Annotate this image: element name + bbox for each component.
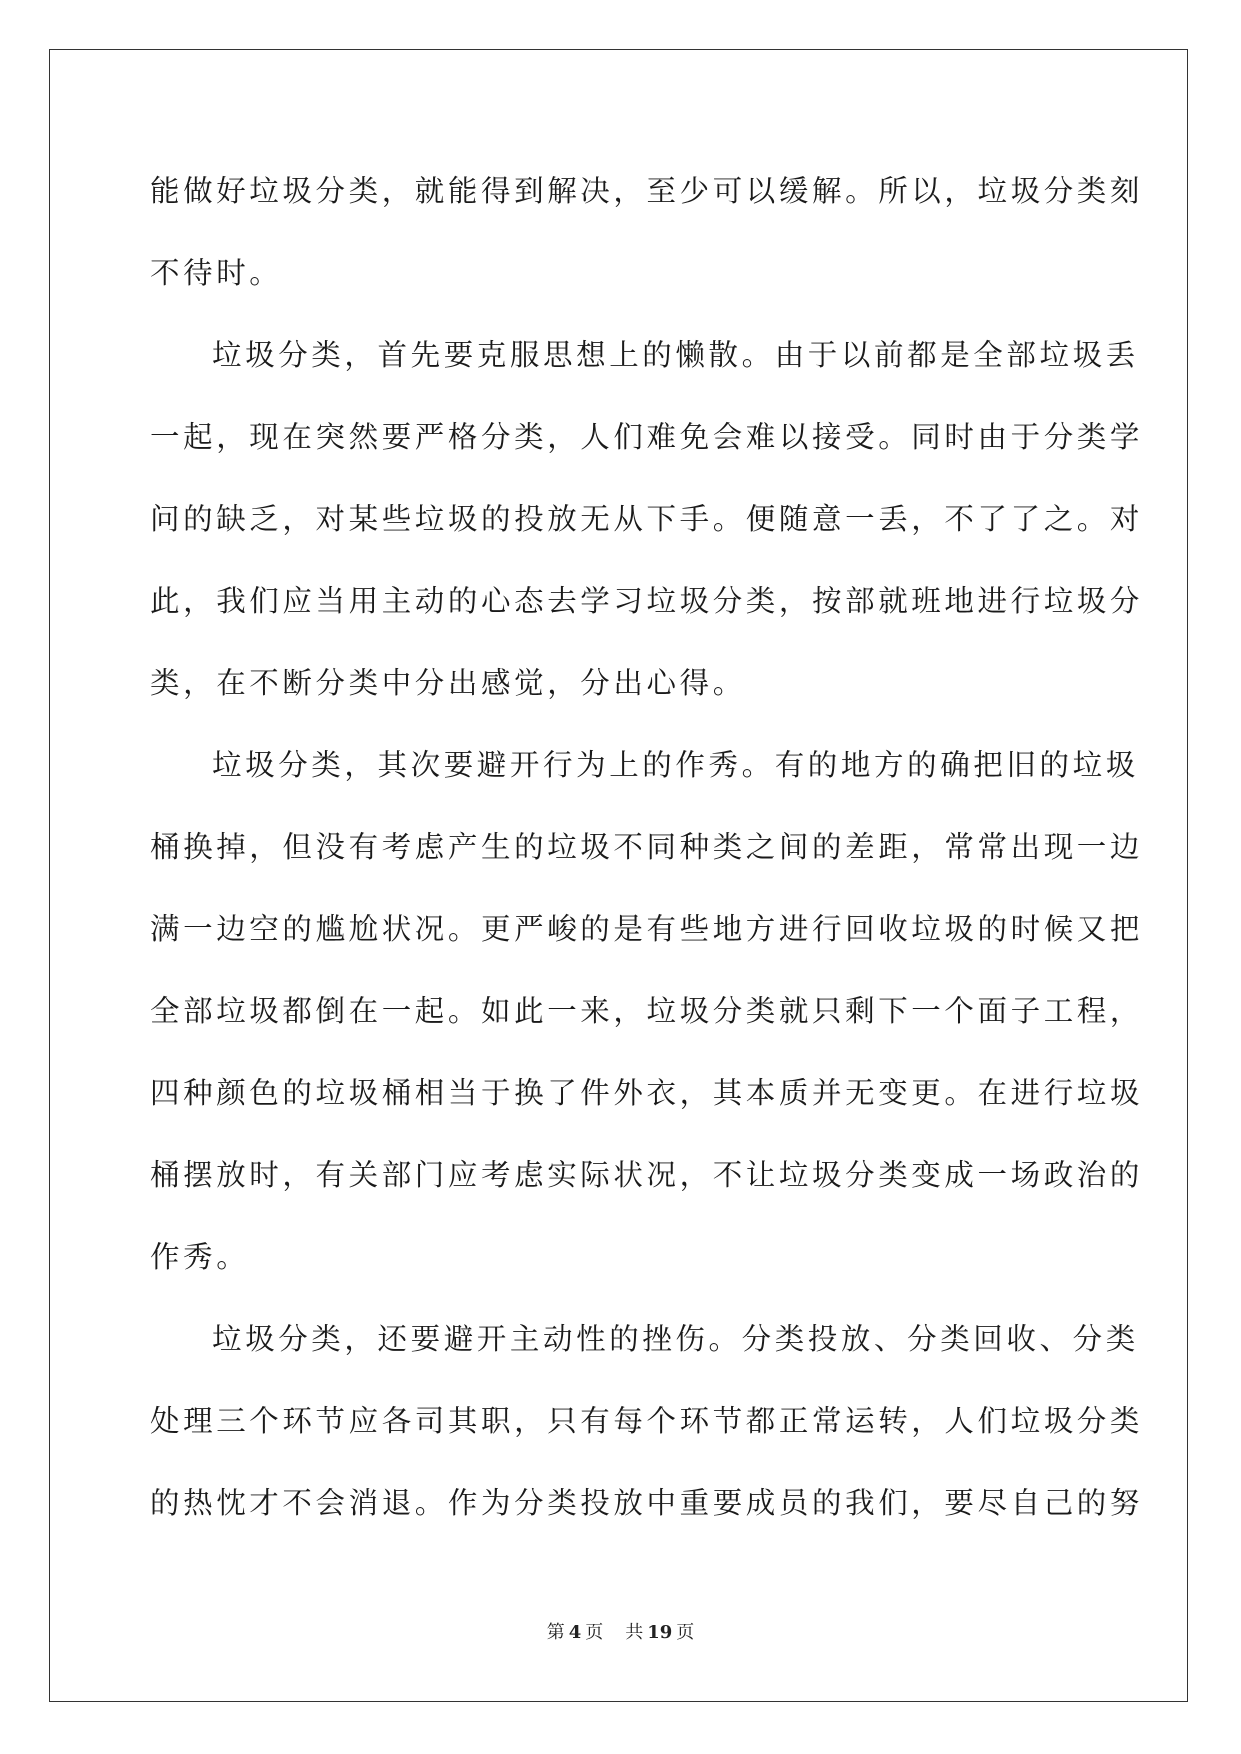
text-line: 能做好垃圾分类，就能得到解决，至少可以缓解。所以，垃圾分类刻 <box>150 174 1144 208</box>
text-line: 问的缺乏，对某些垃圾的投放无从下手。便随意一丢，不了了之。对 <box>150 502 1144 536</box>
text-line: 类，在不断分类中分出感觉，分出心得。 <box>150 666 746 700</box>
page-number: 4 <box>568 1622 582 1643</box>
text-line: 四种颜色的垃圾桶相当于换了件外衣，其本质并无变更。在进行垃圾 <box>150 1076 1144 1110</box>
paragraph-first-line: 垃圾分类，其次要避开行为上的作秀。有的地方的确把旧的垃圾 <box>212 748 1139 782</box>
text-line: 满一边空的尴尬状况。更严峻的是有些地方进行回收垃圾的时候又把 <box>150 912 1144 946</box>
text-line: 处理三个环节应各司其职，只有每个环节都正常运转，人们垃圾分类 <box>150 1404 1144 1438</box>
total-suffix: 页 <box>676 1622 695 1643</box>
text-line: 桶换掉，但没有考虑产生的垃圾不同种类之间的差距，常常出现一边 <box>150 830 1144 864</box>
text-line: 的热忱才不会消退。作为分类投放中重要成员的我们，要尽自己的努 <box>150 1486 1144 1520</box>
text-line: 此，我们应当用主动的心态去学习垃圾分类，按部就班地进行垃圾分 <box>150 584 1144 618</box>
text-line: 全部垃圾都倒在一起。如此一来，垃圾分类就只剩下一个面子工程， <box>150 994 1144 1028</box>
paragraph-first-line: 垃圾分类，还要避开主动性的挫伤。分类投放、分类回收、分类 <box>212 1322 1139 1356</box>
total-prefix: 共 <box>625 1622 644 1643</box>
page-suffix: 页 <box>585 1622 604 1643</box>
page-prefix: 第 <box>546 1622 565 1643</box>
text-line: 一起，现在突然要严格分类，人们难免会难以接受。同时由于分类学 <box>150 420 1144 454</box>
text-line: 作秀。 <box>150 1240 250 1274</box>
page-footer <box>0 1618 1241 1644</box>
total-pages: 19 <box>647 1622 673 1643</box>
text-line: 桶摆放时，有关部门应考虑实际状况，不让垃圾分类变成一场政治的 <box>150 1158 1144 1192</box>
document-body <box>150 160 1144 1554</box>
text-line: 不待时。 <box>150 256 283 290</box>
paragraph-first-line: 垃圾分类，首先要克服思想上的懒散。由于以前都是全部垃圾丢 <box>212 338 1139 372</box>
